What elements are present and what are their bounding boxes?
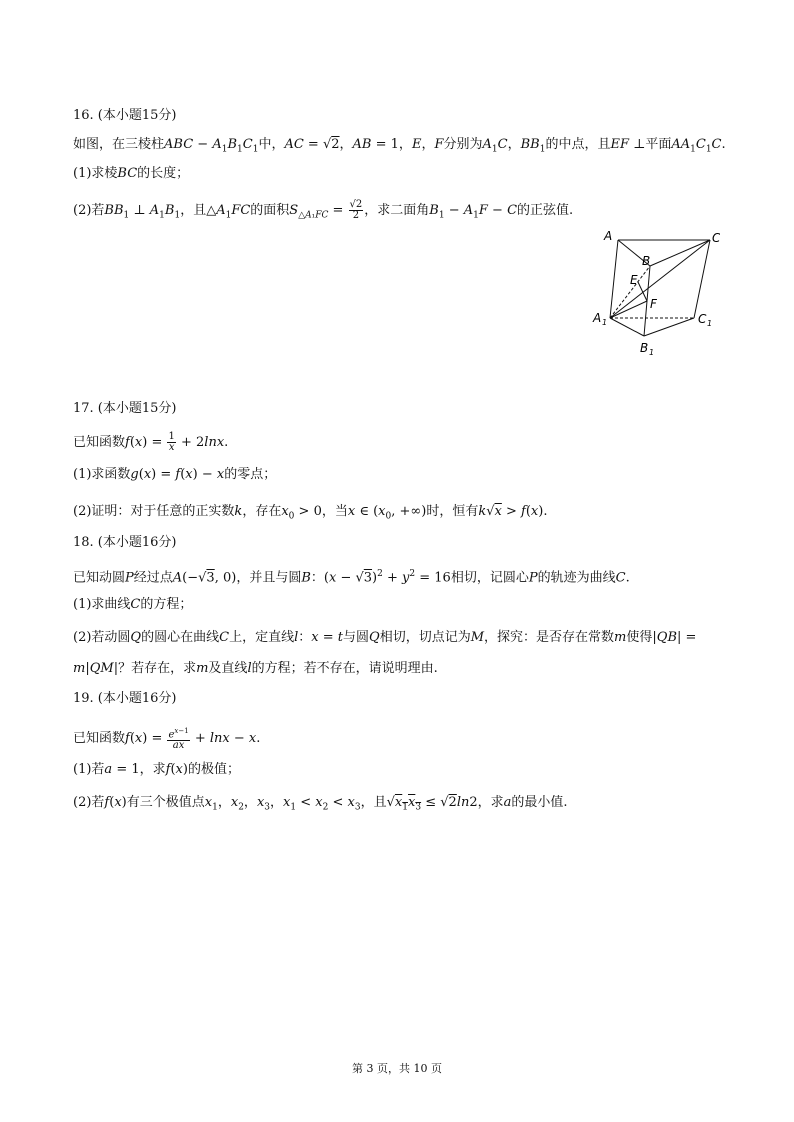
q17-header: 17. (本小题15分)	[73, 401, 177, 416]
label-B: B	[642, 254, 651, 268]
label-F: F	[650, 297, 657, 311]
q16-stem: 如图，在三棱柱ABC − $A_1B_1C_1$中，AC = √2，AB = 1，E，F分别为$A_1C$，$BB_1$的中点，且EF ⊥平面$AA_1C_1C$.	[73, 137, 726, 155]
label-C: C	[712, 231, 720, 245]
q17-part1: (1)求函数g(x) = f(x) − x的零点；	[73, 467, 277, 482]
q18-part2-line2: m|QM|？若存在，求m及直线l的方程；若不存在，请说明理由.	[73, 661, 438, 676]
prism-figure	[590, 228, 720, 358]
q16-part2: (2)若$BB_1$ ⊥ $A_1B_1$，且$\triangle A_1FC$的面积$S_{\triangle A_1FC}$ = $\frac{√2}{2}$ ，求二面角$B_1 - A_1F - C$的正弦值.	[73, 199, 574, 221]
label-B1-sub: 1	[649, 348, 655, 357]
label-E: E	[630, 273, 638, 287]
q19-part2: (2)若f(x)有三个极值点$x_1$，$x_2$，$x_3$，$x_1 < x_2 < x_3$，且$√x_1x_3 \le √2\ln 2$，求a的最小值.	[73, 795, 568, 813]
label-A1-sub: 1	[602, 318, 608, 327]
q17-stem: 已知函数f(x) = $\frac{1}{x}$ + 2lnx.	[73, 431, 229, 453]
label-C1: C	[698, 312, 707, 326]
q18-part2-line1: (2)若动圆Q的圆心在曲线C上，定直线l：x = t与圆Q相切，切点记为M，探究：是否存在常数m使得|QB| =	[73, 630, 697, 645]
q19-header: 19. (本小题16分)	[73, 691, 177, 706]
q16-part1: (1)求棱BC的长度；	[73, 166, 190, 181]
q17-part2: (2)证明：对于任意的正实数k，存在$x_0 > 0$，当x ∈ ($x_0$, +∞)时，恒有k√x > f(x).	[73, 504, 548, 522]
q16-header: 16. (本小题15分)	[73, 108, 177, 123]
label-A1: A	[593, 311, 602, 325]
q19-part1: (1)若a = 1，求f(x)的极值；	[73, 762, 240, 777]
q18-stem: 已知动圆P经过点A(−√3, 0)，并且与圆B：$(x - √3)^2 + y^2 = 16$相切，记圆心P的轨迹为曲线C.	[73, 569, 630, 586]
label-A: A	[604, 229, 613, 243]
q18-header: 18. (本小题16分)	[73, 535, 177, 550]
q18-part1: (1)求曲线C的方程；	[73, 597, 193, 612]
label-C1-sub: 1	[707, 319, 713, 328]
page-footer: 第 3 页，共 10 页	[352, 1062, 442, 1075]
label-B1: B	[640, 341, 649, 355]
q19-stem: 已知函数f(x) = $\frac{e^{x-1}}{ax}$ + lnx − x.	[73, 727, 261, 752]
